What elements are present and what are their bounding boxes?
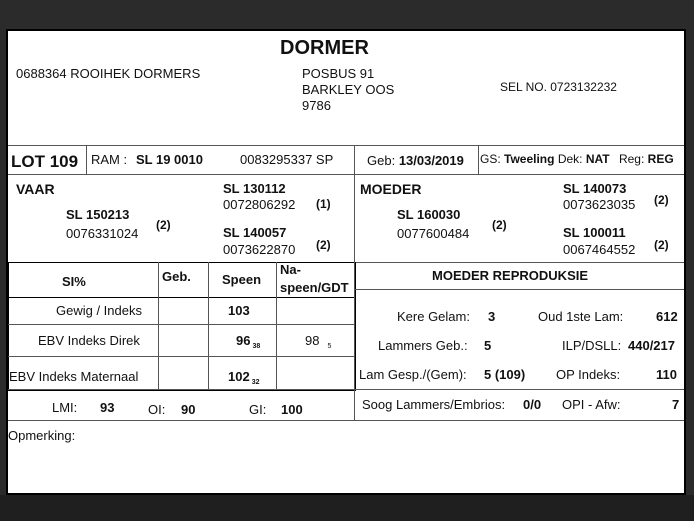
maternaal-speen-value bbox=[228, 369, 260, 386]
op-indeks-value: 110 bbox=[656, 367, 677, 382]
birth-date-label: Geb: bbox=[367, 153, 396, 168]
birth-date-value: 13/03/2019 bbox=[398, 153, 464, 168]
divider bbox=[8, 324, 354, 325]
dam-dam-count: (2) bbox=[654, 238, 669, 252]
lmi-value: 93 bbox=[100, 400, 115, 415]
maternaal-speen-accuracy: 32 bbox=[251, 379, 260, 386]
lot-card bbox=[6, 29, 686, 495]
divider bbox=[86, 145, 87, 174]
divider bbox=[8, 356, 354, 357]
direk-naspeen-accuracy: 5 bbox=[327, 343, 332, 350]
ram-number: SL 19 0010 bbox=[136, 152, 203, 167]
direk-speen-accuracy: 38 bbox=[252, 343, 261, 350]
oud-value: 612 bbox=[656, 309, 678, 324]
direk-naspeen-value bbox=[305, 333, 331, 350]
lot-number: LOT 109 bbox=[11, 152, 79, 171]
sire-dam-id: 0073622870 bbox=[223, 242, 296, 257]
sire-dam-tag: SL 140057 bbox=[223, 225, 287, 240]
sire-sire-count: (1) bbox=[316, 197, 331, 211]
oud-label: Oud 1ste Lam: bbox=[538, 309, 624, 324]
ilp-value: 440/217 bbox=[628, 338, 675, 353]
divider bbox=[8, 145, 686, 146]
divider bbox=[8, 174, 686, 175]
divider bbox=[478, 145, 479, 174]
divider bbox=[354, 145, 355, 174]
gi-value: 100 bbox=[281, 402, 303, 417]
naspeen-header-line1: Na- bbox=[280, 262, 301, 277]
address-line-3: 9786 bbox=[302, 98, 331, 113]
dam-sire-count: (2) bbox=[654, 193, 669, 207]
direk-speen: 96 bbox=[236, 333, 251, 348]
divider bbox=[158, 262, 159, 389]
sire-heading: VAAR bbox=[16, 181, 55, 197]
direk-speen-value bbox=[236, 333, 260, 350]
kere-value: 3 bbox=[488, 309, 496, 324]
sire-id: 0076331024 bbox=[66, 226, 139, 241]
bottom-strip bbox=[0, 495, 694, 521]
dam-count: (2) bbox=[492, 218, 507, 232]
row-label-ebv-direk: EBV Indeks Direk bbox=[38, 333, 140, 348]
address-line-2: BARKLEY OOS bbox=[302, 82, 395, 97]
sire-sire-id: 0072806292 bbox=[223, 197, 296, 212]
oi-label: OI: bbox=[148, 402, 166, 417]
dam-dam-id: 0067464552 bbox=[563, 242, 636, 257]
sire-dam-count: (2) bbox=[316, 238, 331, 252]
gi-label: GI: bbox=[249, 402, 267, 417]
reg-value: REG bbox=[647, 152, 674, 166]
divider bbox=[208, 262, 209, 389]
gewig-speen-value: 103 bbox=[228, 303, 250, 318]
soog-label: Soog Lammers/Embrios: bbox=[362, 397, 506, 412]
ilp-label: ILP/DSLL: bbox=[562, 338, 622, 353]
repro-title: MOEDER REPRODUKSIE bbox=[432, 268, 589, 283]
gs-label: GS: bbox=[480, 152, 501, 166]
dek-value: NAT bbox=[585, 152, 610, 166]
maternaal-speen: 102 bbox=[228, 369, 250, 384]
si-header: SI% bbox=[62, 274, 86, 289]
kere-label: Kere Gelam: bbox=[397, 309, 470, 324]
ram-label: RAM : bbox=[91, 152, 128, 167]
divider bbox=[354, 262, 355, 420]
gs-value: Tweeling bbox=[504, 152, 555, 166]
sel-number: SEL NO. 0723132232 bbox=[500, 80, 617, 94]
breed-title: DORMER bbox=[280, 37, 369, 59]
dam-dam-tag: SL 100011 bbox=[563, 225, 626, 240]
row-label-ebv-maternaal: EBV Indeks Maternaal bbox=[9, 369, 139, 384]
lmi-label: LMI: bbox=[52, 400, 78, 415]
dam-sire-tag: SL 140073 bbox=[563, 181, 627, 196]
sire-count: (2) bbox=[156, 218, 171, 232]
geb-header: Geb. bbox=[162, 269, 191, 284]
divider bbox=[354, 174, 355, 262]
sire-sire-tag: SL 130112 bbox=[223, 181, 286, 196]
breeder-code-name: 0688364 ROOIHEK DORMERS bbox=[16, 66, 201, 81]
speen-header: Speen bbox=[222, 272, 262, 287]
lammers-label: Lammers Geb.: bbox=[378, 338, 468, 353]
naspeen-header-line2: speen/GDT bbox=[280, 280, 349, 295]
soog-value: 0/0 bbox=[523, 397, 542, 412]
op-indeks-label: OP Indeks: bbox=[556, 367, 621, 382]
birth-status bbox=[480, 152, 674, 166]
birth-date-field bbox=[367, 153, 464, 168]
lammers-value: 5 bbox=[484, 338, 492, 353]
direk-naspeen: 98 bbox=[305, 333, 320, 348]
divider bbox=[354, 262, 686, 263]
divider bbox=[8, 389, 686, 390]
row-label-gewig: Gewig / Indeks bbox=[56, 303, 142, 318]
oi-value: 90 bbox=[181, 402, 196, 417]
address-line-1: POSBUS 91 bbox=[302, 66, 375, 81]
reg-label: Reg: bbox=[618, 152, 645, 166]
dam-sire-id: 0073623035 bbox=[563, 197, 636, 212]
dam-heading: MOEDER bbox=[360, 181, 422, 197]
gesp-value: 5 (109) bbox=[484, 367, 526, 382]
remarks-label: Opmerking: bbox=[8, 428, 76, 443]
dek-label: Dek: bbox=[557, 152, 583, 166]
dam-tag: SL 160030 bbox=[397, 207, 461, 222]
opi-value: 7 bbox=[672, 397, 680, 412]
dam-id: 0077600484 bbox=[397, 226, 470, 241]
gesp-label: Lam Gesp./(Gem): bbox=[359, 367, 467, 382]
divider bbox=[354, 289, 686, 290]
divider bbox=[8, 420, 686, 421]
divider bbox=[276, 262, 277, 389]
sire-tag: SL 150213 bbox=[66, 207, 130, 222]
divider bbox=[8, 297, 354, 298]
opi-label: OPI - Afw: bbox=[562, 397, 621, 412]
ram-id: 0083295337 SP bbox=[240, 152, 334, 167]
